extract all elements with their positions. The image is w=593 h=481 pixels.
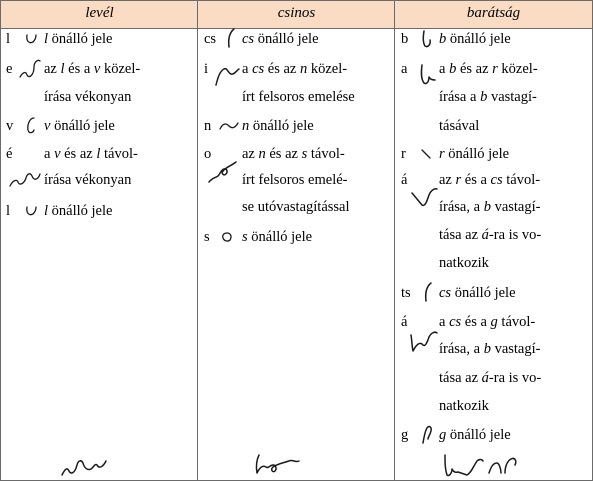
row-letter: l [6,31,11,47]
table-header [1,1,592,29]
row-letter: b [401,31,409,47]
column-divider [197,1,198,480]
shorthand-sign-a-long [409,185,439,215]
shorthand-sign-v [22,116,40,136]
shorthand-table: levél csinos barátság l l önálló jele e az l és a v közel- írása vékonyan v v önálló jele é a v és az l távol- írása vékonyan l l önálló jele cs cs önálló jele i a cs és az n közel- írt felsoros emelése n n önálló jele o az n és az s távol- írt felsoros emelé- se utóvastagítással s s önálló jele b b önálló jele a a b és az r közel- írása a b vastagí- tásával r r önálló jele á az r és a cs távol- írása, a b vastagí- tása az á-ra is vo- natkozik ts cs önálló jele á a cs és a g távol- írása, a b vastagí- tása az á-ra is vo- natkozik g g önálló jele [0,0,593,481]
row-letter: á [401,314,408,330]
shorthand-sign-e-long [8,166,42,190]
shorthand-sign-ts [421,281,435,305]
column-divider [394,1,395,480]
row-letter: g [401,427,409,443]
row-letter: o [204,146,212,162]
shorthand-word-baratsag [441,453,521,479]
row-letter: é [6,146,13,162]
row-letter: a [401,61,408,77]
header-csinos: csinos [277,5,316,21]
header-level: levél [85,5,114,21]
shorthand-sign-l [24,203,38,219]
shorthand-sign-s [220,231,234,243]
shorthand-sign-b [419,29,435,49]
shorthand-sign-cs [224,27,238,51]
shorthand-sign-a [417,63,437,87]
row-letter: s [204,229,210,245]
shorthand-sign-i [212,61,242,89]
row-letter: i [204,61,209,77]
shorthand-sign-r [419,146,433,162]
shorthand-sign-l [24,31,38,47]
shorthand-sign-e [16,57,44,85]
row-letter: cs [204,31,217,47]
shorthand-sign-g [419,423,435,447]
row-letter: e [6,61,13,77]
shorthand-word-csinos [253,453,303,479]
row-letter: n [204,118,212,134]
header-baratsag: barátság [466,5,521,21]
shorthand-sign-a-cs-g [407,327,439,357]
row-letter: l [6,203,11,219]
row-letter: r [401,146,406,162]
row-letter: á [401,172,408,188]
row-letter: ts [401,285,411,301]
shorthand-sign-o [206,158,240,188]
row-letter: v [6,118,14,134]
shorthand-sign-n [218,120,240,132]
shorthand-word-level [59,453,109,479]
